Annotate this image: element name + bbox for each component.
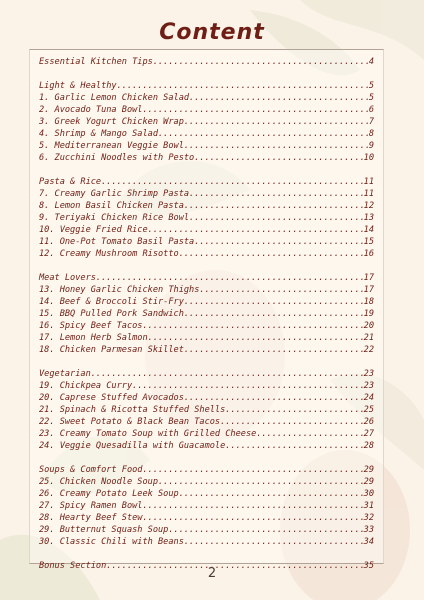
toc-entry[interactable]	[39, 296, 374, 308]
toc-entry-label: 4. Shrimp & Mango Salad	[39, 129, 158, 139]
dot-leader	[142, 464, 363, 476]
dot-leader	[189, 92, 369, 104]
toc-entry-label: 2. Avocado Tuna Bowl	[39, 105, 143, 115]
toc-entry-label: 17. Lemon Herb Salmon	[39, 333, 148, 343]
toc-entry[interactable]	[39, 284, 374, 296]
toc-entry-label: 16. Spicy Beef Tacos	[39, 321, 143, 331]
toc-entry-label: 19. Chickpea Curry	[39, 381, 133, 391]
dot-leader	[189, 212, 364, 224]
dot-leader	[184, 200, 364, 212]
toc-entry-page: 17	[363, 285, 374, 295]
dot-leader	[96, 272, 364, 284]
toc-entry[interactable]	[39, 236, 374, 248]
toc-entry-label: Essential Kitchen Tips	[39, 57, 153, 67]
toc-gap	[39, 548, 374, 560]
toc-gap	[39, 260, 374, 272]
page-title: Content	[159, 20, 265, 45]
dot-leader	[101, 176, 364, 188]
toc-entry-label: Soups & Comfort Food	[39, 465, 143, 475]
toc-entry[interactable]	[39, 440, 374, 452]
toc-entry-label: 1. Garlic Lemon Chicken Salad	[39, 93, 190, 103]
toc-entry[interactable]	[39, 416, 374, 428]
toc-entry-page: 35	[363, 561, 374, 571]
toc-entry-label: 8. Lemon Basil Chicken Pasta	[39, 201, 184, 211]
toc-entry-label: 15. BBQ Pulled Pork Sandwich	[39, 309, 184, 319]
toc-entry[interactable]	[39, 140, 374, 152]
dot-leader	[189, 188, 364, 200]
toc-entry[interactable]	[39, 224, 374, 236]
dot-leader	[184, 344, 364, 356]
dot-leader	[142, 500, 363, 512]
toc-entry[interactable]	[39, 512, 374, 524]
toc-entry-page: 24	[363, 393, 374, 403]
toc-entry-label: Pasta & Rice	[39, 177, 102, 187]
toc-entry[interactable]	[39, 500, 374, 512]
toc-entry-page: 9	[368, 141, 374, 151]
dot-leader	[142, 104, 368, 116]
toc-entry-page: 32	[363, 513, 374, 523]
dot-leader	[132, 380, 364, 392]
toc-entry[interactable]	[39, 104, 374, 116]
toc-entry[interactable]	[39, 152, 374, 164]
dot-leader	[179, 488, 364, 500]
toc-entry-page: 29	[363, 465, 374, 475]
toc-entry-page: 11	[363, 189, 374, 199]
toc-entry[interactable]	[39, 308, 374, 320]
toc-entry-page: 23	[363, 381, 374, 391]
toc-entry[interactable]	[39, 92, 374, 104]
toc-entry-page: 14	[363, 225, 374, 235]
toc-entry-page: 34	[363, 537, 374, 547]
toc-entry-page: 25	[363, 405, 374, 415]
toc-entry-label: 25. Chicken Noodle Soup	[39, 477, 158, 487]
toc-entry-label: 13. Honey Garlic Chicken Thighs	[39, 285, 200, 295]
toc-entry-page: 27	[363, 429, 374, 439]
dot-leader	[148, 332, 364, 344]
toc-entry-label: Vegetarian	[39, 369, 91, 379]
toc-entry-label: Bonus Section	[39, 561, 107, 571]
toc-entry-page: 33	[363, 525, 374, 535]
toc-entry[interactable]	[39, 248, 374, 260]
toc-entry-page: 30	[363, 489, 374, 499]
dot-leader	[142, 320, 363, 332]
dot-leader	[184, 308, 364, 320]
toc-entry-page: 28	[363, 441, 374, 451]
dot-leader	[256, 428, 363, 440]
toc-entry-page: 19	[363, 309, 374, 319]
dot-leader	[158, 128, 369, 140]
toc-entry-label: 24. Veggie Quesadilla with Guacamole	[39, 441, 226, 451]
toc-entry[interactable]	[39, 272, 374, 284]
dot-leader	[220, 416, 364, 428]
toc-entry-label: 14. Beef & Broccoli Stir-Fry	[39, 297, 184, 307]
dot-leader	[158, 476, 364, 488]
toc-entry-page: 21	[363, 333, 374, 343]
dot-leader	[168, 524, 363, 536]
toc-entry-label: Light & Healthy	[39, 81, 117, 91]
toc-gap	[39, 164, 374, 176]
toc-entry-label: 22. Sweet Potato & Black Bean Tacos	[39, 417, 221, 427]
toc-entry[interactable]	[39, 404, 374, 416]
toc-entry-page: 29	[363, 477, 374, 487]
toc-entry-label: 3. Greek Yogurt Chicken Wrap	[39, 117, 184, 127]
toc-entry-page: 16	[363, 249, 374, 259]
toc-gap	[39, 356, 374, 368]
toc-entry-page: 8	[368, 129, 374, 139]
toc-entry[interactable]	[39, 200, 374, 212]
toc-entry-page: 26	[363, 417, 374, 427]
toc-entry-page: 6	[368, 105, 374, 115]
dot-leader	[225, 440, 363, 452]
toc-entry[interactable]	[39, 80, 374, 92]
toc-entry-page: 18	[363, 297, 374, 307]
toc-entry-label: 30. Classic Chili with Beans	[39, 537, 184, 547]
toc-entry-label: Meat Lovers	[39, 273, 96, 283]
toc-entry[interactable]	[39, 524, 374, 536]
toc-entry[interactable]	[39, 488, 374, 500]
toc-entry[interactable]	[39, 344, 374, 356]
toc-entry-page: 13	[363, 213, 374, 223]
toc-entry[interactable]	[39, 56, 374, 68]
toc-entry-page: 11	[363, 177, 374, 187]
toc-gap	[39, 68, 374, 80]
dot-leader	[148, 224, 364, 236]
toc-entry[interactable]	[39, 380, 374, 392]
toc-entry-page: 22	[363, 345, 374, 355]
page-number: 2	[207, 566, 217, 581]
dot-leader	[184, 392, 364, 404]
toc-list	[39, 56, 374, 572]
toc-entry-label: 7. Creamy Garlic Shrimp Pasta	[39, 189, 190, 199]
toc-entry-page: 12	[363, 201, 374, 211]
toc-gap	[39, 452, 374, 464]
dot-leader	[117, 80, 369, 92]
toc-entry[interactable]	[39, 116, 374, 128]
toc-entry-label: 12. Creamy Mushroom Risotto	[39, 249, 179, 259]
dot-leader	[179, 248, 364, 260]
dot-leader	[199, 284, 363, 296]
toc-entry-page: 17	[363, 273, 374, 283]
toc-entry[interactable]	[39, 212, 374, 224]
toc-entry-page: 7	[368, 117, 374, 127]
toc-entry[interactable]	[39, 332, 374, 344]
dot-leader	[142, 512, 363, 524]
toc-entry[interactable]	[39, 476, 374, 488]
toc-entry-label: 21. Spinach & Ricotta Stuffed Shells	[39, 405, 226, 415]
toc-entry[interactable]	[39, 428, 374, 440]
toc-entry[interactable]	[39, 368, 374, 380]
toc-entry[interactable]	[39, 536, 374, 548]
toc-entry-label: 27. Spicy Ramen Bowl	[39, 501, 143, 511]
toc-entry-label: 23. Creamy Tomato Soup with Grilled Cheese	[39, 429, 257, 439]
toc-entry-label: 18. Chicken Parmesan Skillet	[39, 345, 184, 355]
toc-entry[interactable]	[39, 188, 374, 200]
dot-leader	[194, 152, 363, 164]
toc-entry[interactable]	[39, 320, 374, 332]
toc-entry[interactable]	[39, 176, 374, 188]
dot-leader	[184, 296, 364, 308]
dot-leader	[91, 368, 364, 380]
toc-entry-page: 15	[363, 237, 374, 247]
dot-leader	[184, 140, 369, 152]
toc-entry[interactable]	[39, 464, 374, 476]
toc-entry-page: 5	[368, 81, 374, 91]
toc-entry-label: 28. Hearty Beef Stew	[39, 513, 143, 523]
toc-entry[interactable]	[39, 128, 374, 140]
toc-entry-label: 6. Zucchini Noodles with Pesto	[39, 153, 195, 163]
dot-leader	[184, 536, 364, 548]
toc-entry-page: 5	[368, 93, 374, 103]
toc-entry-label: 5. Mediterranean Veggie Bowl	[39, 141, 184, 151]
dot-leader	[194, 236, 363, 248]
toc-entry-label: 26. Creamy Potato Leek Soup	[39, 489, 179, 499]
toc-entry-page: 23	[363, 369, 374, 379]
dot-leader	[153, 56, 369, 68]
toc-entry-label: 11. One-Pot Tomato Basil Pasta	[39, 237, 195, 247]
toc-entry-page: 10	[363, 153, 374, 163]
toc-entry-label: 9. Teriyaki Chicken Rice Bowl	[39, 213, 190, 223]
toc-entry-page: 31	[363, 501, 374, 511]
dot-leader	[184, 116, 369, 128]
toc-entry[interactable]	[39, 392, 374, 404]
dot-leader	[225, 404, 363, 416]
toc-entry-label: 10. Veggie Fried Rice	[39, 225, 148, 235]
toc-entry-page: 20	[363, 321, 374, 331]
toc-entry-page: 4	[368, 57, 374, 67]
toc-entry-label: 20. Caprese Stuffed Avocados	[39, 393, 184, 403]
toc-entry-label: 29. Butternut Squash Soup	[39, 525, 169, 535]
